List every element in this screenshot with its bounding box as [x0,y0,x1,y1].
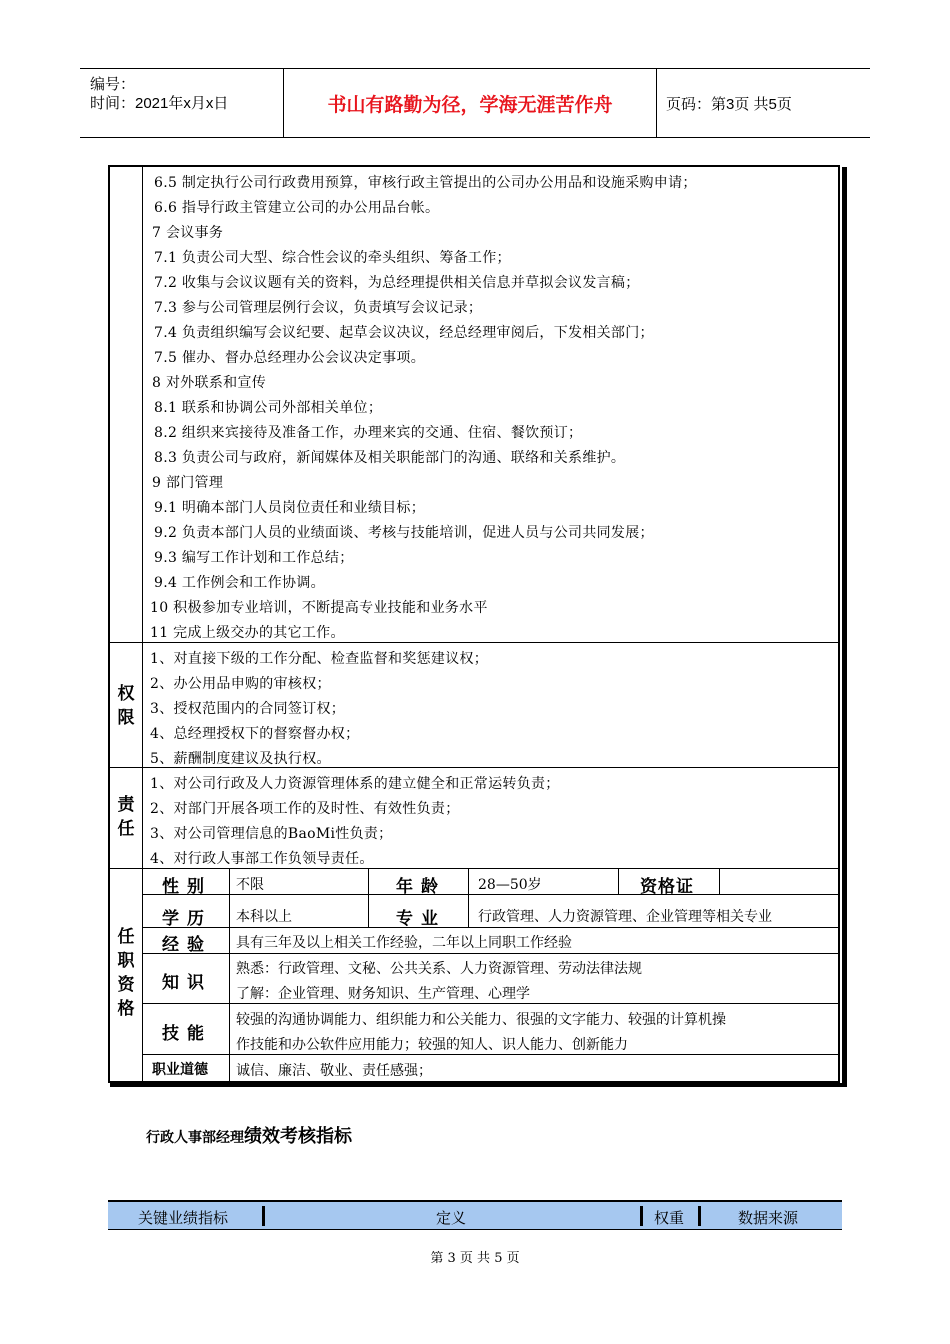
duty-line: 8.1 联系和协调公司外部相关单位； [154,400,383,416]
skills-label: 技能 [162,1024,212,1044]
duty-line: 7.3 参与公司管理层例行会议，负责填写会议记录； [154,300,483,316]
ethics-label: 职业道德 [152,1062,208,1078]
duty-line: 9 部门管理 [152,475,224,491]
duty-line: 7.2 收集与会议议题有关的资料，为总经理提供相关信息并草拟会议发言稿； [154,275,640,291]
grid-line [719,868,720,894]
major-value: 行政管理、人力资源管理、企业管理等相关专业 [478,909,772,925]
authority-item: 1、对直接下级的工作分配、检查监督和奖惩建议权； [150,651,489,667]
knowledge-line: 熟悉：行政管理、文秘、公共关系、人力资源管理、劳动法律法规 [236,961,642,977]
grid-line [143,1003,838,1004]
table-shadow-right [842,167,847,1085]
major-label: 专业 [396,909,446,929]
experience-label: 经验 [162,935,212,955]
authority-item: 4、总经理授权下的督察督办权； [150,726,360,742]
grid-line [618,868,619,894]
kpi-col-indicator: 关键业绩指标 [138,1209,229,1227]
qualification-label: 任职资格 [117,927,135,1019]
duty-line: 7.5 催办、督办总经理办公会议决定事项。 [154,350,426,366]
grid-line [143,894,838,895]
column-separator [640,1206,643,1226]
duty-line: 6.5 制定执行公司行政费用预算，审核行政主管提出的公司办公用品和设施采购申请； [154,175,697,191]
kpi-title-main: 绩效考核指标 [244,1126,352,1147]
grid-line [229,868,230,1081]
cert-label: 资格证 [640,877,694,897]
kpi-col-definition: 定义 [436,1209,467,1227]
authority-item: 5、薪酬制度建议及执行权。 [150,751,331,767]
education-label: 学历 [162,909,212,929]
responsibility-item: 1、对公司行政及人力资源管理体系的建立健全和正常运转负责； [150,776,560,792]
experience-value: 具有三年及以上相关工作经验，二年以上同职工作经验 [236,935,572,951]
gender-value: 不限 [236,877,264,893]
knowledge-line: 了解：企业管理、财务知识、生产管理、心理学 [236,986,530,1002]
gender-label: 性别 [162,877,212,897]
kpi-col-source: 数据来源 [738,1209,799,1227]
duty-line: 7 会议事务 [152,225,224,241]
page-header [80,68,870,138]
responsibility-item: 2、对部门开展各项工作的及时性、有效性负责； [150,801,460,817]
grid-line [368,868,369,927]
duty-line: 7.4 负责组织编写会议纪要、起草会议决议，经总经理审阅后，下发相关部门； [154,325,654,341]
grid-line [468,868,469,927]
duty-line: 9.2 负责本部门人员的业绩面谈、考核与技能培训，促进人员与公司共同发展； [154,525,654,541]
page-indicator: 页码：第3页 共5页 [666,95,792,113]
kpi-table-header [108,1200,842,1230]
header-meta [80,69,282,137]
number-label: 编号： [90,76,136,93]
column-separator [698,1206,701,1226]
duty-line: 8 对外联系和宣传 [152,375,267,391]
left-column-divider [142,167,143,1081]
responsibility-item: 3、对公司管理信息的BaoMi性负责； [150,826,393,842]
kpi-title-role: 行政人事部经理 [146,1130,244,1146]
responsibility-label: 责任 [117,795,135,839]
duty-line: 8.2 组织来宾接待及准备工作，办理来宾的交通、住宿、餐饮预订； [154,425,583,441]
time-label: 时间：2021年x月x日 [90,95,229,112]
grid-line [143,953,838,954]
knowledge-label: 知识 [162,973,212,993]
section-divider [110,642,838,643]
kpi-col-weight: 权重 [654,1209,685,1227]
age-label: 年龄 [396,877,446,897]
age-value: 28—50岁 [478,877,542,893]
duty-line: 8.3 负责公司与政府，新闻媒体及相关职能部门的沟通、联络和关系维护。 [154,450,626,466]
education-value: 本科以上 [236,909,292,925]
authority-item: 3、授权范围内的合同签订权； [150,701,346,717]
bottom-marker [116,1081,142,1083]
grid-line [143,1054,838,1055]
section-divider [110,868,838,869]
duty-line: 11 完成上级交办的其它工作。 [150,625,345,641]
duty-line: 10 积极参加专业培训，不断提高专业技能和业务水平 [150,600,488,616]
ethics-value: 诚信、廉洁、敬业、责任感强； [236,1063,432,1079]
column-separator [262,1206,265,1226]
authority-item: 2、办公用品申购的审核权； [150,676,331,692]
table-shadow-bottom [110,1083,847,1087]
duty-line: 7.1 负责公司大型、综合性会议的牵头组织、筹备工作； [154,250,511,266]
kpi-section-title [146,1122,352,1148]
page-footer: 第 3 页 共 5 页 [430,1251,520,1266]
authority-label: 权限 [117,684,135,728]
responsibility-item: 4、对行政人事部工作负领导责任。 [150,851,374,867]
skills-line: 作技能和办公软件应用能力；较强的知人、识人能力、创新能力 [236,1037,628,1053]
skills-line: 较强的沟通协调能力、组织能力和公关能力、很强的文字能力、较强的计算机操 [236,1012,726,1028]
duty-line: 9.4 工作例会和工作协调。 [154,575,325,591]
duty-line: 6.6 指导行政主管建立公司的办公用品台帐。 [154,200,440,216]
duty-line: 9.1 明确本部门人员岗位责任和业绩目标； [154,500,426,516]
duty-line: 9.3 编写工作计划和工作总结； [154,550,354,566]
motto: 书山有路勤为径，学海无涯苦作舟 [283,69,657,137]
grid-line [143,927,838,928]
